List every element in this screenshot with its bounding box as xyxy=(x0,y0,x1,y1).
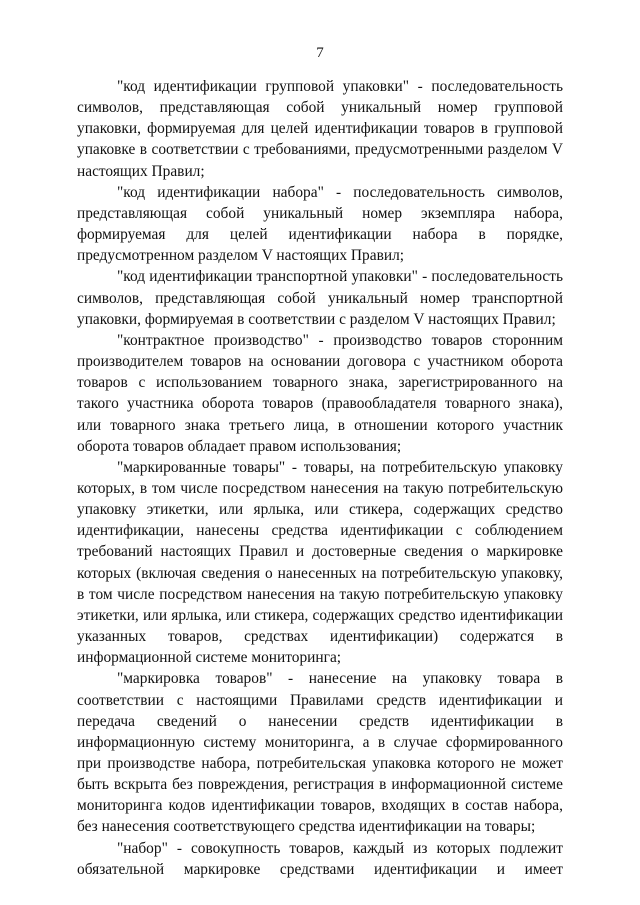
paragraph-goods-marking: "маркировка товаров" - нанесение на упаковку товара в соответствии с настоящими Правилами средств идентификации и передача сведений о нанесении средств идентификации в информационную систему мониторинга, а в случае сформированного при производстве набора, потребительская упаковка которого не может быть вскрыта без повреждения, регистрация в информационной системе мониторинга кодов идентификации товаров, входящих в состав набора, без нанесения соответствующего средства идентификации на товары; xyxy=(77,670,563,836)
page-number: 7 xyxy=(316,45,324,61)
paragraph-contract-production: "контрактное производство" - производство товаров сторонним производителем товаров на основании договора с участником оборота товаров с использованием товарного знака, зарегистрированного на такого участника оборота товаров (правообладателя товарного знака), или товарного знака третьего лица, в отношении которого участник оборота товаров обладает правом использования; xyxy=(77,331,563,455)
paragraph-set: "набор" - совокупность товаров, каждый из которых подлежит обязательной маркировке средствами идентификации и имеет xyxy=(77,839,563,878)
paragraph-set-code: "код идентификации набора" - последовательность символов, представляющая собой уникальный номер экземпляра набора, формируемая для целей идентификации набора в порядке, предусмотренном разделом V настоящих Правил; xyxy=(77,183,563,265)
paragraph-transport-package-code: "код идентификации транспортной упаковки" - последовательность символов, представляющая собой уникальный номер транспортной упаковки, формируемая в соответствии с разделом V настоящих Правил; xyxy=(77,268,563,328)
paragraph-marked-goods: "маркированные товары" - товары, на потребительскую упаковку которых, в том числе посредством нанесения на такую потребительскую упаковку этикетки, или ярлыка, или стикера, содержащих средство идентификации, нанесены средства идентификации с соблюдением требований настоящих Правил и достоверные сведения о маркировке которых (включая сведения о нанесенных на потребительскую упаковку, в том числе посредством нанесения на такую потребительскую упаковку этикетки, или ярлыка, или стикера, содержащих средство идентификации указанных товаров, средствах идентификации) содержатся в информационной системе мониторинга; xyxy=(77,458,563,667)
paragraph-group-package-code: "код идентификации групповой упаковки" - последовательность символов, представляющая собой уникальный номер групповой упаковки, формируемая для целей идентификации товаров в групповой упаковке в соответствии с требованиями, предусмотренными разделом V настоящих Правил; xyxy=(77,78,563,180)
document-body xyxy=(77,76,563,880)
